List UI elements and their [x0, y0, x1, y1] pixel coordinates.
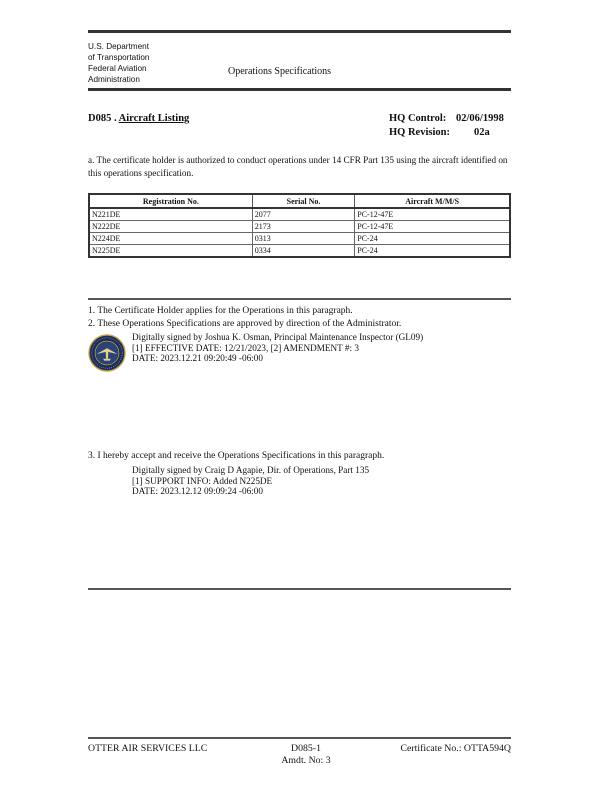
paragraph-name: Aircraft Listing: [118, 113, 190, 124]
intro-text: a. The certificate holder is authorized to conduct operations under 14 CFR Part 135 using the aircraft identified on this operations specification.: [88, 155, 508, 178]
section-rule: [88, 298, 511, 300]
table-row: [89, 221, 510, 233]
serial-cell: 0334: [252, 245, 355, 258]
hq-control-label: HQ Control:: [389, 113, 447, 124]
aircraft-cell: PC-24: [355, 233, 510, 245]
note-2: 2. These Operations Specifications are approved by direction of the Administrator.: [88, 319, 402, 329]
agency-line: Administration: [88, 75, 140, 84]
footer-rule: [88, 737, 511, 739]
holder-signature-date: DATE: 2023.12.12 09:09:24 -06:00: [132, 486, 263, 497]
faa-seal-icon: [88, 334, 126, 372]
registration-cell: N225DE: [89, 245, 252, 258]
footer-company: OTTER AIR SERVICES LLC: [88, 743, 208, 754]
table-header-row: [89, 194, 510, 208]
hq-control-value: 02/06/1998: [456, 113, 504, 124]
serial-cell: 2173: [252, 221, 355, 233]
serial-cell: 2077: [252, 208, 355, 221]
faa-signature-signer: Digitally signed by Joshua K. Osman, Principal Maintenance Inspector (GL09): [132, 332, 424, 342]
holder-signature-support: [1] SUPPORT INFO: Added N225DE: [132, 475, 273, 486]
agency-line: of Transportation: [88, 53, 150, 62]
agency-line: U.S. Department: [88, 42, 149, 51]
faa-signature-block: [132, 332, 423, 364]
column-header-serial: Serial No.: [252, 194, 355, 208]
faa-signature-date: DATE: 2023.12.21 09:20:49 -06:00: [132, 353, 263, 364]
aircraft-cell: PC-24: [355, 245, 510, 258]
paragraph-title: [88, 113, 189, 124]
registration-cell: N224DE: [89, 233, 252, 245]
hq-revision-value: 02a: [474, 127, 490, 138]
aircraft-cell: PC-12-47E: [355, 221, 510, 233]
top-rule: [88, 30, 511, 33]
table-row: [89, 245, 510, 258]
registration-cell: N221DE: [89, 208, 252, 221]
registration-cell: N222DE: [89, 221, 252, 233]
section-rule: [88, 588, 511, 590]
holder-signature-block: [132, 465, 369, 497]
note-3: 3. I hereby accept and receive the Operations Specifications in this paragraph.: [88, 451, 385, 461]
document-title: Operations Specifications: [228, 66, 332, 77]
footer-amendment: Amdt. No: 3: [281, 755, 331, 766]
footer-certificate: Certificate No.: OTTA594Q: [400, 743, 511, 754]
table-row: [89, 233, 510, 245]
paragraph-code: D085 .: [88, 113, 117, 124]
hq-revision-label: HQ Revision:: [389, 127, 450, 138]
serial-cell: 0313: [252, 233, 355, 245]
faa-signature-effective: [1] EFFECTIVE DATE: 12/21/2023, [2] AMENDMENT #: 3: [132, 342, 359, 353]
agency-line: Federal Aviation: [88, 64, 147, 73]
header-rule: [88, 88, 511, 91]
table-row: [89, 208, 510, 221]
aircraft-cell: PC-12-47E: [355, 208, 510, 221]
holder-signature-signer: Digitally signed by Craig D Agapie, Dir. of Operations, Part 135: [132, 465, 370, 475]
agency-block: [88, 41, 149, 85]
aircraft-table: [88, 193, 511, 258]
column-header-aircraft-mms: Aircraft M/M/S: [355, 194, 510, 208]
column-header-registration: Registration No.: [89, 194, 252, 208]
footer-page-code: D085-1: [291, 743, 321, 754]
note-1: 1. The Certificate Holder applies for the Operations in this paragraph.: [88, 306, 353, 316]
